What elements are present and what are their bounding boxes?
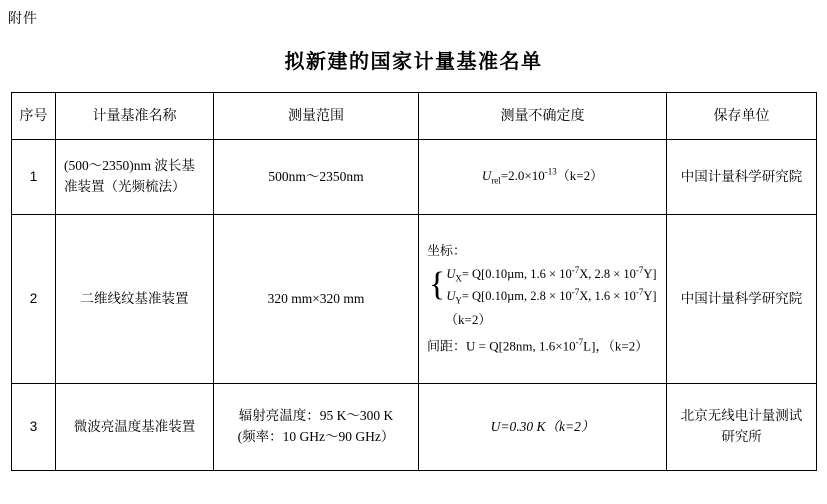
column-header-keeper: 保存单位 xyxy=(667,93,817,140)
table-header-row xyxy=(12,93,817,140)
uncertainty-x-exp1: -7 xyxy=(571,264,580,275)
table-row xyxy=(12,215,817,384)
uncertainty-x-exp2: -7 xyxy=(635,264,644,275)
uncertainty-x-expr: = Q[0.10µm, 1.6 × 10 xyxy=(461,266,572,281)
uncertainty-x-subscript: X xyxy=(455,273,462,284)
uncertainty-y-expr: = Q[0.10µm, 2.8 × 10 xyxy=(461,288,572,303)
cell-measurement-range xyxy=(214,384,419,471)
cell-keeper: 中国计量科学研究院 xyxy=(667,215,817,384)
uncertainty-expression: U=0.30 K（k=2） xyxy=(490,418,595,434)
uncertainty-x-expr3: Y] xyxy=(643,266,657,281)
uncertainty-exponent: -13 xyxy=(544,166,557,177)
uncertainty-spacing-exp: -7 xyxy=(575,337,584,348)
uncertainty-coverage: （k=2） xyxy=(556,167,604,183)
uncertainty-y-expr2: X, 1.6 × 10 xyxy=(579,288,636,303)
range-line-2: (频率：10 GHz～90 GHz） xyxy=(237,429,395,444)
uncertainty-spacing-expr: 间距：U = Q[28nm, 1.6×10 xyxy=(427,338,576,354)
column-header-name: 计量基准名称 xyxy=(56,93,214,140)
uncertainty-coordinate-label: 坐标： xyxy=(427,243,467,259)
table-row xyxy=(12,140,817,215)
standards-table xyxy=(11,92,817,471)
uncertainty-symbol: U xyxy=(481,167,492,183)
range-line-1: 辐射亮温度：95 K～300 K xyxy=(238,408,394,424)
cell-standard-name: 二维线纹基准装置 xyxy=(56,215,214,384)
page-title: 拟新建的国家计量基准名单 xyxy=(284,51,543,73)
cell-uncertainty xyxy=(419,384,667,471)
uncertainty-coverage-coord: （k=2） xyxy=(445,311,492,327)
table-row xyxy=(12,384,817,471)
uncertainty-x-expr2: X, 2.8 × 10 xyxy=(579,266,636,281)
cell-keeper: 中国计量科学研究院 xyxy=(667,140,817,215)
uncertainty-subscript: rel xyxy=(491,175,501,186)
uncertainty-spacing-line xyxy=(427,336,660,356)
uncertainty-y-subscript: Y xyxy=(455,295,462,306)
uncertainty-value: =2.0×10 xyxy=(500,167,545,183)
attachment-label: 附件 xyxy=(8,10,38,26)
cell-index: 3 xyxy=(12,384,56,471)
cell-standard-name: (500～2350)nm 波长基准装置（光频梳法） xyxy=(56,140,214,215)
uncertainty-brace-group xyxy=(429,264,660,308)
uncertainty-y-exp2: -7 xyxy=(635,286,644,297)
cell-keeper xyxy=(667,384,817,471)
uncertainty-spacing-tail: L]，（k=2） xyxy=(583,338,649,354)
cell-standard-name: 微波亮温度基准装置 xyxy=(56,384,214,471)
uncertainty-line-y: $U_Y= Q[0.10\mu m$, $2.8 \times 10^{-7}X$, $1.6 \times 10^{-7}Y$] xyxy=(446,286,657,306)
cell-index: 1 xyxy=(12,140,56,215)
cell-measurement-range: 320 mm×320 mm xyxy=(214,215,419,384)
uncertainty-y-exp1: -7 xyxy=(571,286,580,297)
keeper-line-1: 北京无线电计量测试 xyxy=(680,408,803,424)
cell-uncertainty xyxy=(419,140,667,215)
uncertainty-y-expr3: Y] xyxy=(643,288,657,303)
left-brace-icon: { xyxy=(429,266,446,304)
cell-uncertainty xyxy=(419,215,667,384)
column-header-uncertainty: 测量不确定度 xyxy=(419,93,667,140)
cell-index: 2 xyxy=(12,215,56,384)
column-header-range: 测量范围 xyxy=(214,93,419,140)
cell-measurement-range: 500nm～2350nm xyxy=(214,140,419,215)
keeper-line-2: 研究所 xyxy=(721,429,762,444)
column-header-index: 序号 xyxy=(12,93,56,140)
uncertainty-line-x: $U_X= Q[0.10\mu m$, $1.6 \times 10^{-7}X$, $2.8 \times 10^{-7}Y$] xyxy=(446,264,657,284)
